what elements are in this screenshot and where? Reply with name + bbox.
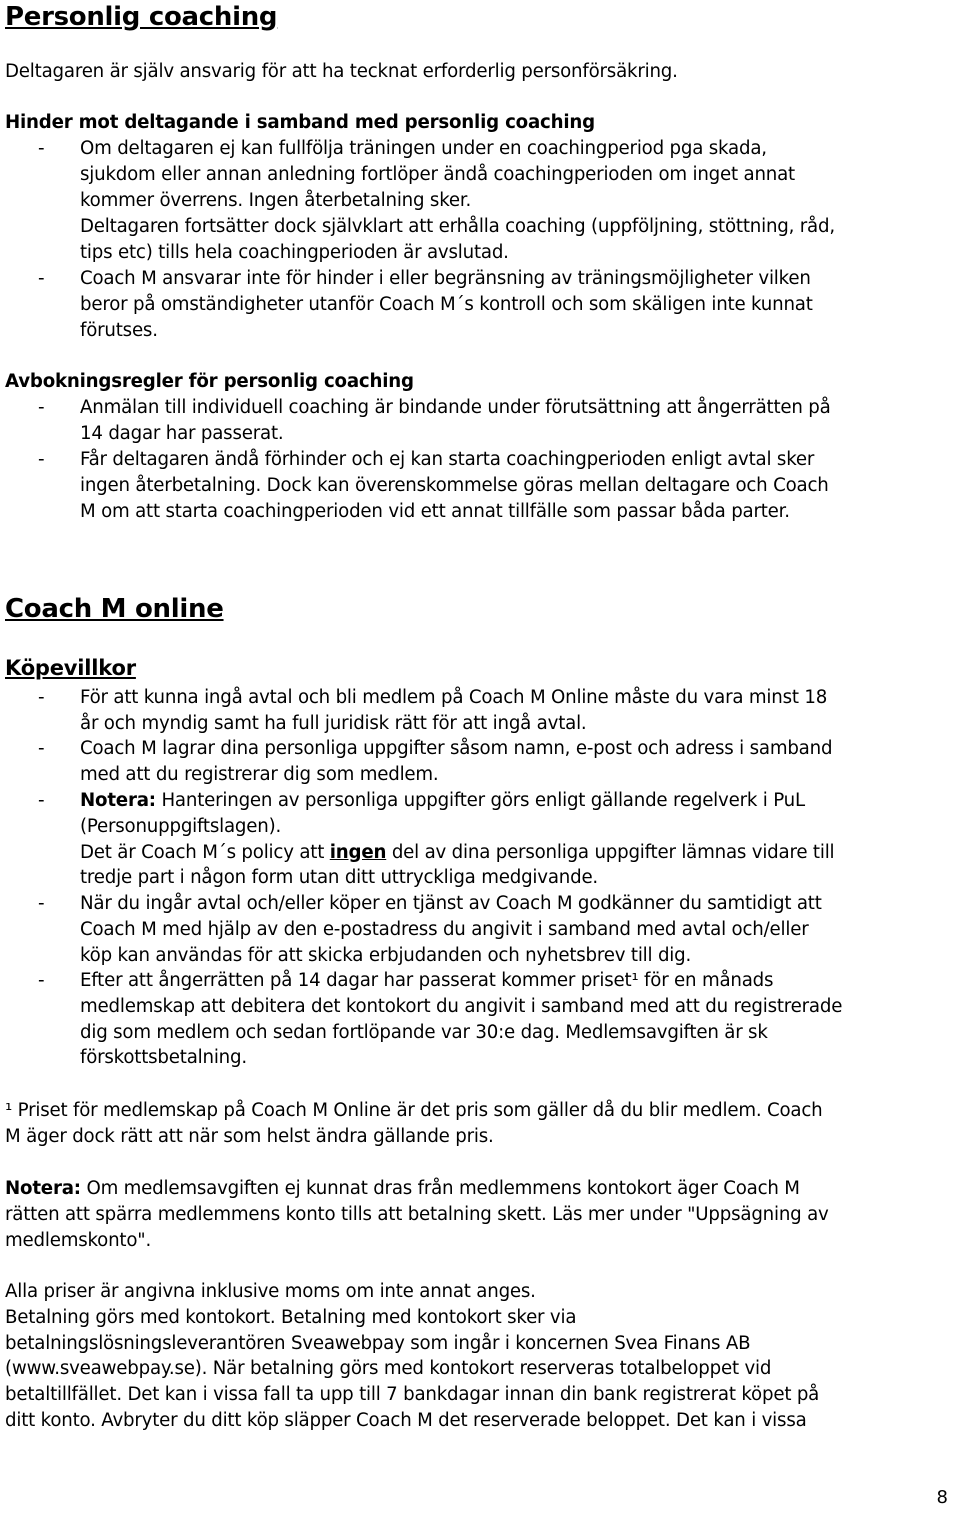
- text-line: M äger dock rätt att när som helst ändra gällande pris.: [5, 1125, 494, 1147]
- text-line: tips etc) tills hela coachingperioden är avslutad.: [80, 241, 509, 263]
- avbokning-heading: Avbokningsregler för personlig coaching: [5, 371, 414, 392]
- hinder-bullet-1-text: [80, 136, 950, 213]
- text-line: förutses.: [80, 319, 158, 341]
- text-line: ingen återbetalning. Dock kan överenskommelse göras mellan deltagare och Coach: [80, 474, 829, 496]
- text-line: (Personuppgiftslagen).: [80, 815, 282, 837]
- text-line: [80, 840, 950, 866]
- text-fragment: Om medlemsavgiften ej kunnat dras från medlemmens kontokort äger Coach M: [80, 1178, 800, 1199]
- text-line: ditt konto. Avbryter du ditt köp släpper Coach M det reserverade beloppet. Det kan i vissa: [5, 1409, 807, 1431]
- online-section-title: Coach M online: [5, 594, 224, 624]
- online-bullet-1-text: [80, 685, 950, 737]
- text-line: [80, 788, 950, 814]
- text-line: Anmälan till individuell coaching är bindande under förutsättning att ångerrätten på: [80, 397, 831, 418]
- bullet-dash: -: [38, 138, 45, 159]
- online-bullet-3-text: [80, 788, 950, 891]
- text-line: betalningslösningsleverantören Sveawebpay som ingår i koncernen Svea Finans AB: [5, 1332, 751, 1354]
- hinder-bullet-2-text: [80, 266, 950, 343]
- text-line: Efter att ångerrätten på 14 dagar har passerat kommer priset¹ för en månads: [80, 970, 774, 991]
- text-line: M om att starta coachingperioden vid ett annat tillfälle som passar båda parter.: [80, 500, 790, 522]
- text-line: betaltillfället. Det kan i vissa fall ta upp till 7 bankdagar innan din bank registrerat köpet på: [5, 1384, 820, 1406]
- text-line: Coach M lagrar dina personliga uppgifter såsom namn, e-post och adress i samband: [80, 738, 833, 759]
- kopevillkor-subtitle: Köpevillkor: [5, 656, 136, 680]
- text-line: medlemskonto".: [5, 1229, 152, 1251]
- text-line: 14 dagar har passerat.: [80, 422, 284, 444]
- text-line: Får deltagaren ändå förhinder och ej kan starta coachingperioden enligt avtal sker: [80, 449, 815, 470]
- bullet-dash: -: [38, 790, 45, 811]
- bullet-dash: -: [38, 397, 45, 418]
- text-line: år och myndig samt ha full juridisk rätt för att ingå avtal.: [80, 712, 587, 734]
- bullet-dash: -: [38, 970, 45, 991]
- intro-paragraph: Deltagaren är själv ansvarig för att ha tecknat erforderlig personförsäkring.: [5, 61, 678, 82]
- text-line: Betalning görs med kontokort. Betalning med kontokort sker via: [5, 1306, 577, 1328]
- text-fragment: del av dina personliga uppgifter lämnas vidare till: [386, 841, 835, 863]
- bullet-dash: -: [38, 268, 45, 289]
- text-line: (www.sveawebpay.se). När betalning görs med kontokort reserveras totalbeloppet vid: [5, 1358, 772, 1380]
- text-line: sjukdom eller annan anledning fortlöper ändå coachingperioden om inget annat: [80, 163, 795, 185]
- page-title: Personlig coaching: [5, 2, 278, 32]
- text-line: Coach M ansvarar inte för hinder i eller begränsning av träningsmöjligheter vilken: [80, 268, 811, 289]
- hinder-bullet-1-continuation: [80, 214, 950, 266]
- text-line: När du ingår avtal och/eller köper en tjänst av Coach M godkänner du samtidigt att: [80, 893, 822, 914]
- text-line: Om deltagaren ej kan fullfölja träningen under en coachingperiod pga skada,: [80, 138, 767, 159]
- footnote: [5, 1098, 823, 1150]
- bullet-dash: -: [38, 893, 45, 914]
- hinder-heading: Hinder mot deltagande i samband med personlig coaching: [5, 112, 595, 133]
- text-line: Deltagaren fortsätter dock självklart att erhålla coaching (uppföljning, stöttning, råd,: [80, 216, 835, 237]
- text-line: köp kan användas för att skicka erbjudanden och nyhetsbrev till dig.: [80, 944, 692, 966]
- online-bullet-4-text: [80, 891, 950, 968]
- text-line: medlemskap att debitera det kontokort du angivit i samband med att du registrerade: [80, 995, 843, 1017]
- page-number: 8: [936, 1487, 948, 1508]
- online-bullet-2-text: [80, 736, 950, 788]
- text-line: För att kunna ingå avtal och bli medlem på Coach M Online måste du vara minst 18: [80, 687, 828, 708]
- emphasis-ingen: ingen: [329, 841, 387, 863]
- text-line: tredje part i någon form utan ditt uttryckliga medgivande.: [80, 867, 599, 889]
- avbokning-bullet-1-text: [80, 395, 950, 447]
- text-line: förskottsbetalning.: [80, 1047, 247, 1069]
- payment-paragraph: [5, 1279, 819, 1434]
- text-line: Alla priser är angivna inklusive moms om inte annat anges.: [5, 1281, 536, 1302]
- text-line: Coach M med hjälp av den e-postadress du angivit i samband med avtal och/eller: [80, 918, 809, 940]
- note-paragraph: [5, 1176, 829, 1253]
- text-line: ¹ Priset för medlemskap på Coach M Online är det pris som gäller då du blir medlem. Coach: [5, 1100, 823, 1121]
- text-line: dig som medlem och sedan fortlöpande var 30:e dag. Medlemsavgiften är sk: [80, 1021, 768, 1043]
- avbokning-bullet-2-text: [80, 447, 950, 524]
- text-line: beror på omständigheter utanför Coach M´s kontroll och som skäligen inte kunnat: [80, 293, 813, 315]
- text-line: rätten att spärra medlemmens konto tills att betalning skett. Läs mer under "Uppsägning av: [5, 1203, 829, 1225]
- online-bullet-5-text: [80, 968, 950, 1071]
- text-line: kommer överrens. Ingen återbetalning sker.: [80, 189, 472, 211]
- text-fragment: Det är Coach M´s policy att: [80, 841, 330, 863]
- bullet-dash: -: [38, 687, 45, 708]
- text-line: [5, 1176, 829, 1202]
- notera-label: Notera:: [5, 1178, 81, 1199]
- bullet-dash: -: [38, 738, 45, 759]
- text-fragment: Hanteringen av personliga uppgifter görs enligt gällande regelverk i PuL: [155, 790, 805, 811]
- notera-label: Notera:: [80, 790, 156, 811]
- text-line: med att du registrerar dig som medlem.: [80, 763, 439, 785]
- bullet-dash: -: [38, 449, 45, 470]
